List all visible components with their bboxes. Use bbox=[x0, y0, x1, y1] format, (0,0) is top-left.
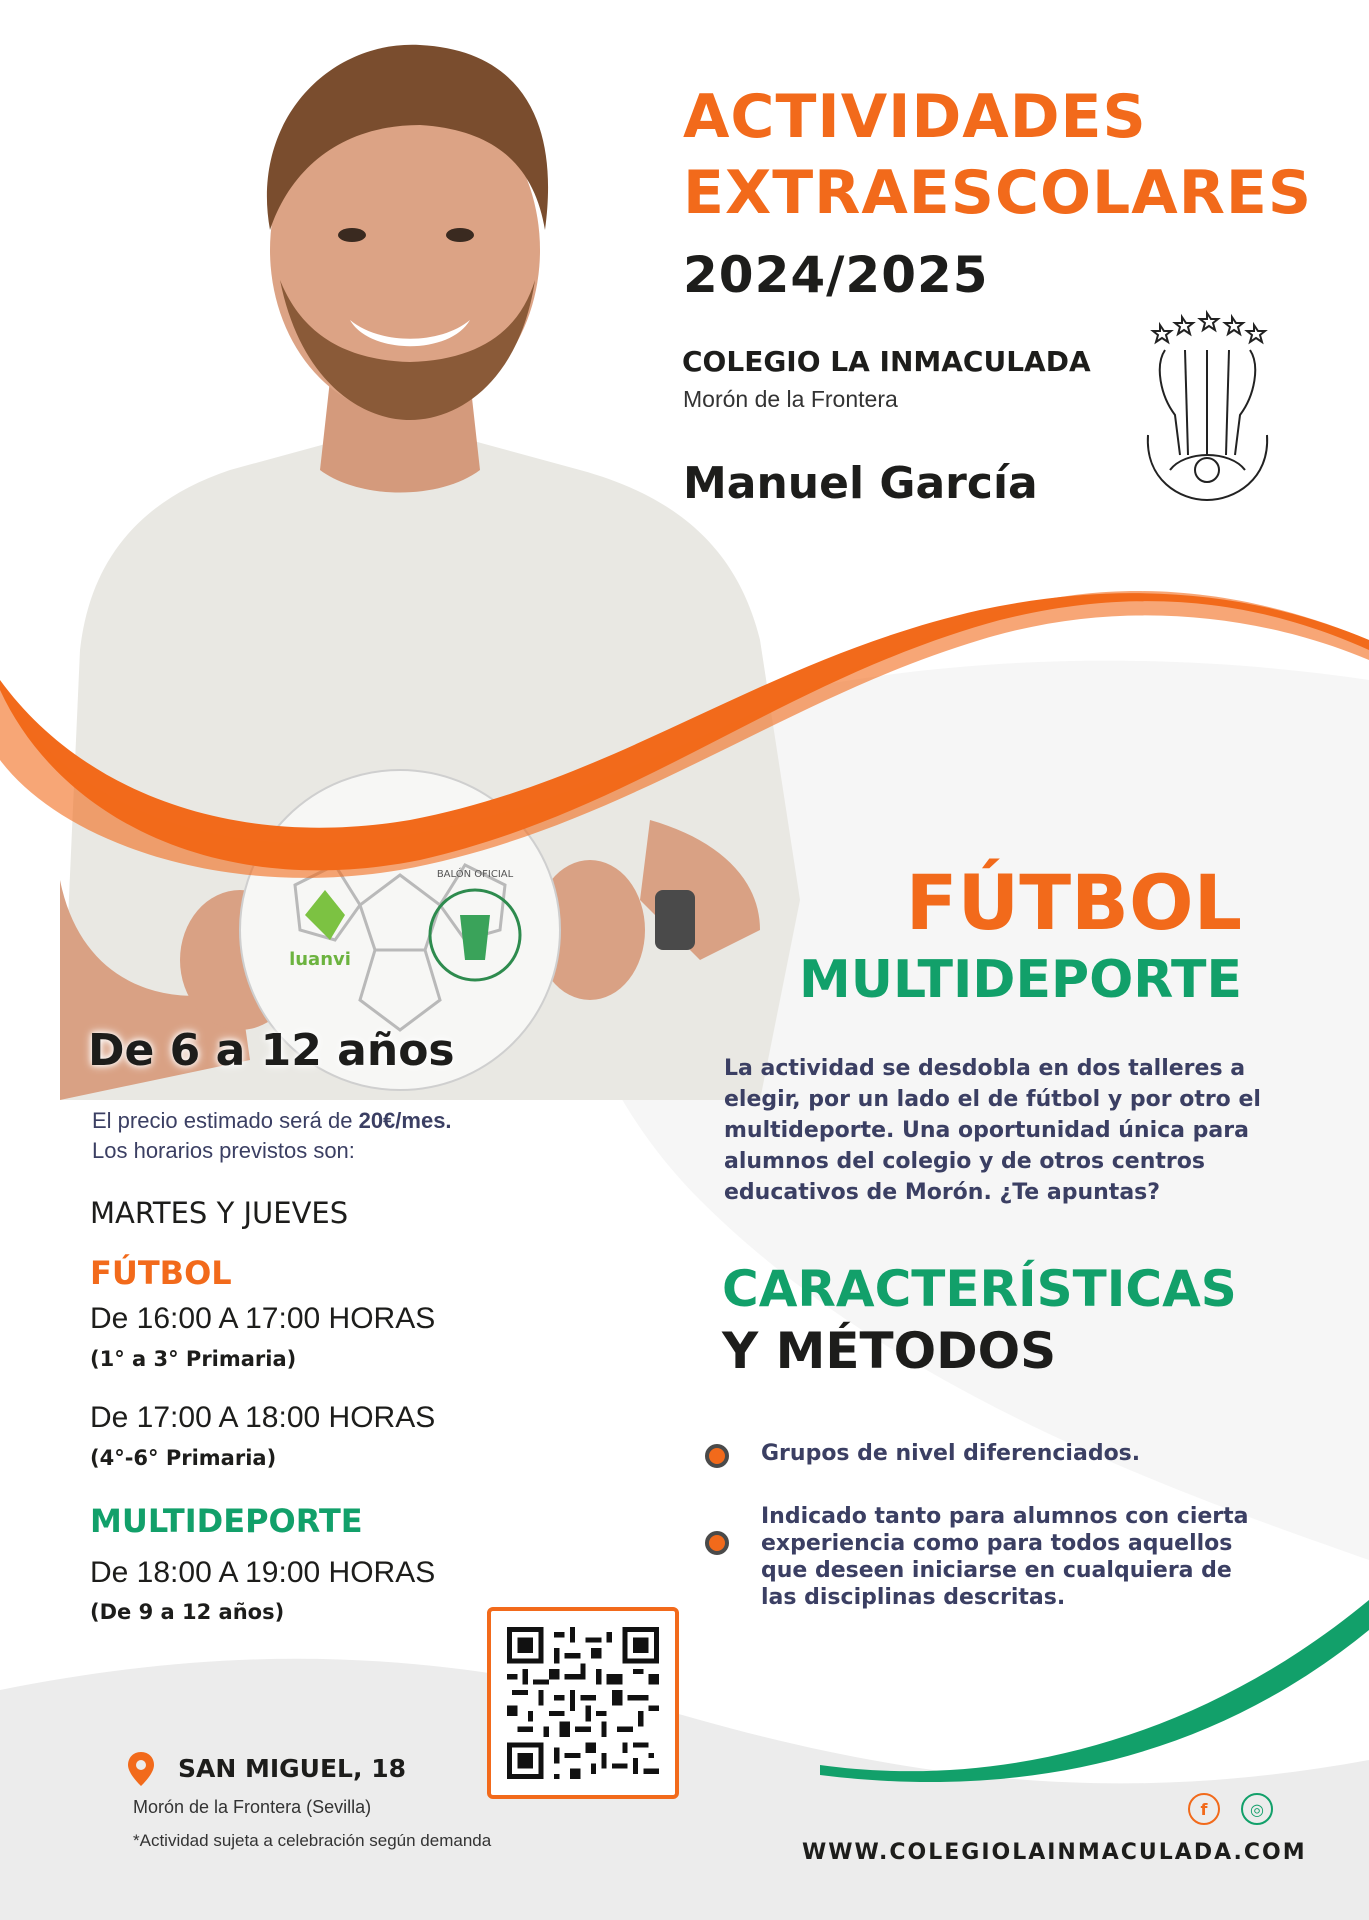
website-link[interactable]: WWW.COLEGIOLAINMACULADA.COM bbox=[802, 1840, 1307, 1865]
futbol-label: FÚTBOL bbox=[90, 1254, 232, 1292]
hours-intro: Los horarios previstos son: bbox=[92, 1138, 355, 1163]
price-prefix: El precio estimado será de bbox=[92, 1108, 359, 1133]
features-title-2: Y MÉTODOS bbox=[722, 1322, 1057, 1380]
qr-code[interactable] bbox=[487, 1607, 679, 1799]
bullet-icon bbox=[705, 1531, 729, 1555]
school-crest-icon bbox=[1140, 305, 1275, 505]
features-title-1: CARACTERÍSTICAS bbox=[722, 1260, 1237, 1318]
title-line1: ACTIVIDADES bbox=[683, 82, 1147, 152]
slot2-level: (4°-6° Primaria) bbox=[90, 1446, 277, 1470]
sport-sub-title: MULTIDEPORTE bbox=[798, 950, 1242, 1010]
price-value: 20€/mes. bbox=[358, 1108, 452, 1133]
address-city: Morón de la Frontera (Sevilla) bbox=[133, 1797, 372, 1817]
teacher-name: Manuel García bbox=[683, 458, 1038, 509]
green-wave bbox=[820, 1600, 1369, 1782]
ball-brand: luanvi bbox=[289, 949, 351, 970]
slot3-level: (De 9 a 12 años) bbox=[90, 1600, 285, 1624]
demand-note: *Actividad sujeta a celebración según demanda bbox=[133, 1831, 492, 1850]
location-pin-icon bbox=[126, 1751, 156, 1787]
instagram-icon[interactable]: ◎ bbox=[1241, 1793, 1273, 1825]
sport-main-title: FÚTBOL bbox=[905, 858, 1242, 947]
feature-item-2: Indicado tanto para alumnos con cierta experiencia como para todos aquellos que deseen iniciarse en cualquiera de las disciplinas descritas. bbox=[761, 1504, 1249, 1610]
days-label: MARTES Y JUEVES bbox=[90, 1196, 349, 1230]
slot2-time: De 17:00 A 18:00 HORAS bbox=[90, 1401, 436, 1434]
multideporte-label: MULTIDEPORTE bbox=[90, 1502, 363, 1540]
slot1-level: (1° a 3° Primaria) bbox=[90, 1347, 297, 1371]
age-range: De 6 a 12 años bbox=[88, 1025, 455, 1076]
ball-ring-text: BALÓN OFICIAL bbox=[436, 869, 514, 880]
slot1-time: De 16:00 A 17:00 HORAS bbox=[90, 1302, 436, 1335]
year: 2024/2025 bbox=[683, 246, 989, 304]
address: SAN MIGUEL, 18 bbox=[178, 1754, 406, 1783]
sport-description: La actividad se desdobla en dos talleres a elegir, por un lado el de fútbol y por otro el multideporte. Una oportunidad única para alumnos del colegio y de otros centros educativos de Morón. ¿Te apuntas? bbox=[724, 1056, 1261, 1205]
school-name: COLEGIO LA INMACULADA bbox=[682, 345, 1091, 378]
feature-item-1: Grupos de nivel diferenciados. bbox=[761, 1441, 1141, 1466]
facebook-icon[interactable]: f bbox=[1188, 1793, 1220, 1825]
school-city: Morón de la Frontera bbox=[683, 386, 898, 412]
bullet-icon bbox=[705, 1444, 729, 1468]
title-line2: EXTRAESCOLARES bbox=[683, 158, 1313, 228]
price-line bbox=[92, 1106, 452, 1135]
bottom-band bbox=[0, 1659, 1369, 1920]
qr-code-icon bbox=[507, 1627, 659, 1779]
slot3-time: De 18:00 A 19:00 HORAS bbox=[90, 1556, 436, 1589]
